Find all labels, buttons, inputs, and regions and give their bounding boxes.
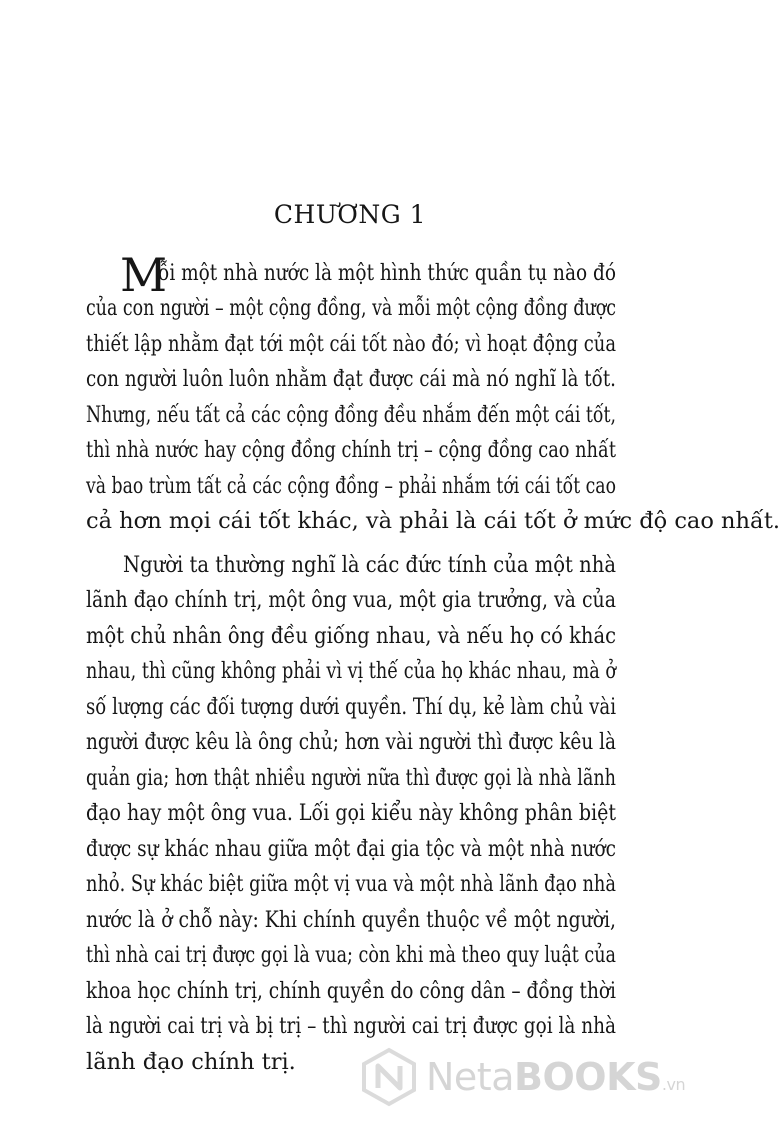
watermark-brand-light: Neta [426,1055,514,1099]
watermark-brand-bold: BOOKS [514,1055,662,1099]
text-line: lãnh đạo chính trị. [86,1049,296,1075]
text-line: và bao trùm tất cả các cộng đồng – phải nhắm tới cái tốt cao [86,473,616,499]
text-line: cả hơn mọi cái tốt khác, và phải là cái tốt ở mức độ cao nhất. [86,508,780,534]
text-line: đạo hay một ông vua. Lối gọi kiểu này không phân biệt [86,800,616,826]
text-line: một chủ nhân ông đều giống nhau, và nếu họ có khác [86,623,616,649]
text-line: khoa học chính trị, chính quyền do công dân – đồng thời [86,978,616,1004]
text-line: của con người – một cộng đồng, và mỗi một cộng đồng được [86,295,616,321]
watermark [360,1048,690,1108]
text-line: thiết lập nhằm đạt tới một cái tốt nào đó; vì hoạt động của [86,331,616,357]
text-line: nhau, thì cũng không phải vì vị thế của họ khác nhau, mà ở [86,658,616,684]
text-line: nhỏ. Sự khác biệt giữa một vị vua và một nhà lãnh đạo nhà [86,871,616,897]
text-line: con người luôn luôn nhằm đạt được cái mà nó nghĩ là tốt. [86,366,616,392]
text-line: quản gia; hơn thật nhiều người nữa thì được gọi là nhà lãnh [86,765,616,791]
text-line: Nhưng, nếu tất cả các cộng đồng đều nhắm đến một cái tốt, [86,402,616,428]
drop-cap: M [120,248,168,302]
text-line: Người ta thường nghĩ là các đức tính của một nhà [123,552,616,578]
text-line: thì nhà nước hay cộng đồng chính trị – cộng đồng cao nhất [86,437,616,463]
text-line: là người cai trị và bị trị – thì người cai trị được gọi là nhà [86,1013,616,1039]
watermark-text [426,1052,685,1110]
text-line: nước là ở chỗ này: Khi chính quyền thuộc về một người, [86,907,616,933]
watermark-suffix: .vn [661,1075,686,1094]
text-line: người được kêu là ông chủ; hơn vài người thì được kêu là [86,729,616,755]
text-line: lãnh đạo chính trị, một ông vua, một gia trưởng, và của [86,587,616,613]
netabooks-logo-icon [360,1048,418,1106]
text-line: ỗi một nhà nước là một hình thức quần tụ nào đó [158,260,616,286]
text-line: được sự khác nhau giữa một đại gia tộc và một nhà nước [86,836,616,862]
chapter-title: CHƯƠNG 1 [273,200,427,229]
text-line: thì nhà cai trị được gọi là vua; còn khi mà theo quy luật của [86,942,616,968]
text-line: số lượng các đối tượng dưới quyền. Thí dụ, kẻ làm chủ vài [86,694,616,720]
